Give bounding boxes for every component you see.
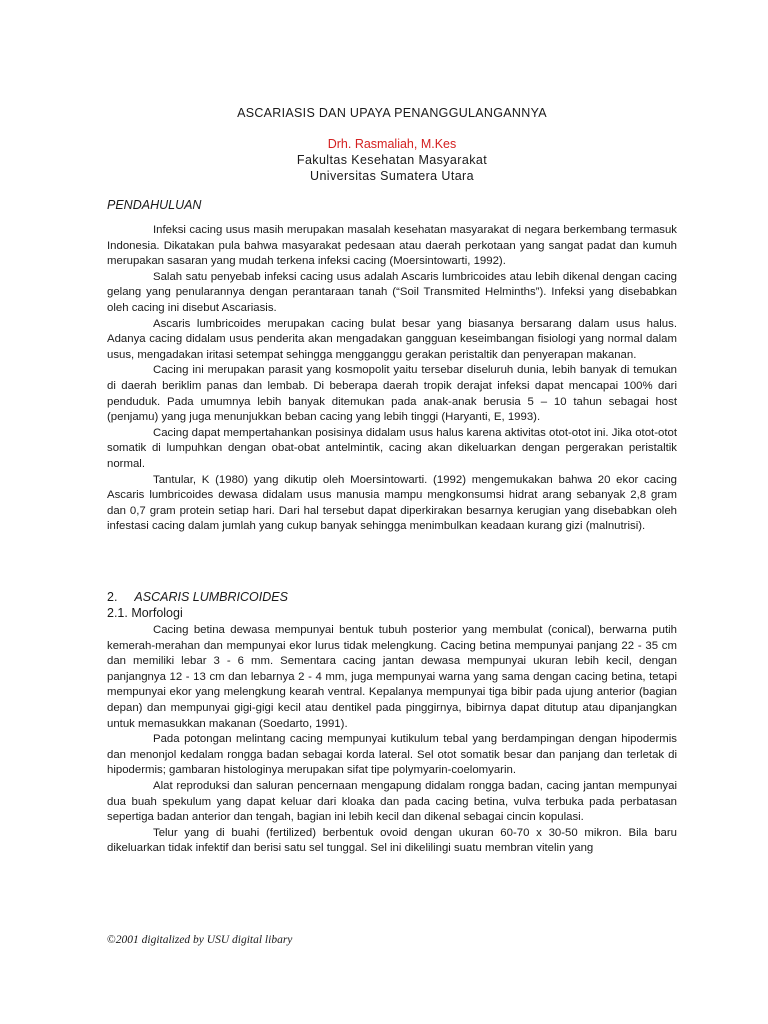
footer-text: 2001 digitalized by USU digital libary bbox=[115, 934, 293, 946]
copyright-symbol: © bbox=[107, 934, 116, 946]
section-heading-pendahuluan: PENDAHULUAN bbox=[107, 198, 202, 212]
author-name: Drh. Rasmaliah, M.Kes bbox=[327, 137, 457, 151]
section-heading-ascaris bbox=[107, 590, 288, 604]
paragraph: Cacing dapat mempertahankan posisinya didalam usus halus karena aktivitas otot-otot ini. Jika otot-otot somatik di lumpuhkan dengan obat-obat antelmintik, cacing akan dikeluarkan dengan pergerakan peristaltik normal. bbox=[107, 426, 677, 470]
section-title: ASCARIS LUMBRICOIDES bbox=[134, 590, 288, 604]
faculty-name: Fakultas Kesehatan Masyarakat bbox=[296, 153, 488, 167]
paragraph: Ascaris lumbricoides merupakan cacing bulat besar yang biasanya bersarang dalam usus halus. Adanya cacing didalam usus penderita akan mengadakan gangguan keseimbangan fisiologi yang normal dalam usus, mengadakan iritasi setempat sehingga mengganggu gerakan peristaltik dan penyerapan makanan. bbox=[107, 317, 677, 361]
section1-body bbox=[107, 223, 677, 535]
paragraph: Cacing betina dewasa mempunyai bentuk tubuh posterior yang membulat (conical), berwarna putih kemerah-merahan dan mempunyai ekor lurus tidak melengkung. Cacing betina mempunyai panjang 22 - 35 cm dan memiliki lebar 3 - 6 mm. Sementara cacing jantan dewasa mempunyai ukuran lebih kecil, dengan panjangnya 12 - 13 cm dan lebarnya 2 - 4 mm, juga mempunyai warna yang sama dengan cacing betina, tetapi mempunyai ekor yang melengkung kearah ventral. Kepalanya mempunyai tiga bibir pada ujung anterior (bagian depan) dan mempunyai gigi-gigi kecil atau dentikel pada pinggirnya, bibirnya dapat ditutup atau dipanjangkan untuk memasukkan makanan (Soedarto, 1991). bbox=[107, 624, 677, 730]
paragraph: Alat reproduksi dan saluran pencernaan mengapung didalam rongga badan, cacing jantan mempunyai dua buah spekulum yang dapat keluar dari kloaka dan pada cacing betina, vulva terbuka pada perbatasan sepertiga badan anterior dan tengah, bagian ini lebih kecil dan dikenal sebagai cincin kopulasi. bbox=[107, 779, 677, 824]
paragraph: Telur yang di buahi (fertilized) berbentuk ovoid dengan ukuran 60-70 x 30-50 mikron. Bila baru dikeluarkan tidak infektif dan berisi satu sel tunggal. Sel ini dikelilingi suatu membran vitelin yang bbox=[107, 826, 677, 855]
paragraph: Pada potongan melintang cacing mempunyai kutikulum tebal yang berdampingan dengan hipodermis dan menonjol kedalam rongga badan sebagai korda lateral. Sel otot somatik besar dan panjang dan terletak di hipodermis; gambaran histologinya merupakan sifat tipe polymyarin-coelomyarin. bbox=[107, 733, 677, 777]
subsection-heading-morfologi: 2.1. Morfologi bbox=[107, 606, 183, 620]
footer-credit bbox=[107, 934, 292, 946]
section-number: 2. bbox=[107, 590, 118, 604]
paragraph: Tantular, K (1980) yang dikutip oleh Moersintowarti. (1992) mengemukakan bahwa 20 ekor cacing Ascaris lumbricoides dewasa didalam usus manusia mampu mengkonsumsi hidrat arang sebanyak 2,8 gram dan 0,7 gram protein setiap hari. Dari hal tersebut dapat diperkirakan besarnya kerugian yang disebabkan oleh infestasi cacing dalam jumlah yang cukup banyak sehingga menimbulkan keadaan kurang gizi (malnutrisi). bbox=[107, 473, 677, 533]
university-name: Universitas Sumatera Utara bbox=[310, 169, 474, 183]
paragraph: Infeksi cacing usus masih merupakan masalah kesehatan masyarakat di negara berkembang termasuk Indonesia. Dikatakan pula bahwa masyarakat pedesaan atau daerah perkotaan yang sangat padat dan kumuh merupakan sasaran yang mudah terkena infeksi cacing (Moersintowarti, 1992). bbox=[107, 224, 677, 268]
paragraph: Cacing ini merupakan parasit yang kosmopolit yaitu tersebar diseluruh dunia, lebih banyak di temukan di daerah beriklim panas dan lembab. Di beberapa daerah tropik derajat infeksi dapat mencapai 100% dari penduduk. Pada umumnya lebih banyak ditemukan pada anak-anak berusia 5 – 10 tahun sebagai host (penjamu) yang juga menunjukkan beban cacing yang lebih tinggi (Haryanti, E, 1993). bbox=[107, 364, 677, 424]
section2-body bbox=[107, 623, 677, 857]
paragraph: Salah satu penyebab infeksi cacing usus adalah Ascaris lumbricoides atau lebih dikenal dengan cacing gelang yang penularannya dengan perantaraan tanah (“Soil Transmited Helminths”). Infeksi yang disebabkan oleh cacing ini disebut Ascariasis. bbox=[107, 270, 677, 314]
document-title: ASCARIASIS DAN UPAYA PENANGGULANGANNYA bbox=[237, 106, 547, 120]
